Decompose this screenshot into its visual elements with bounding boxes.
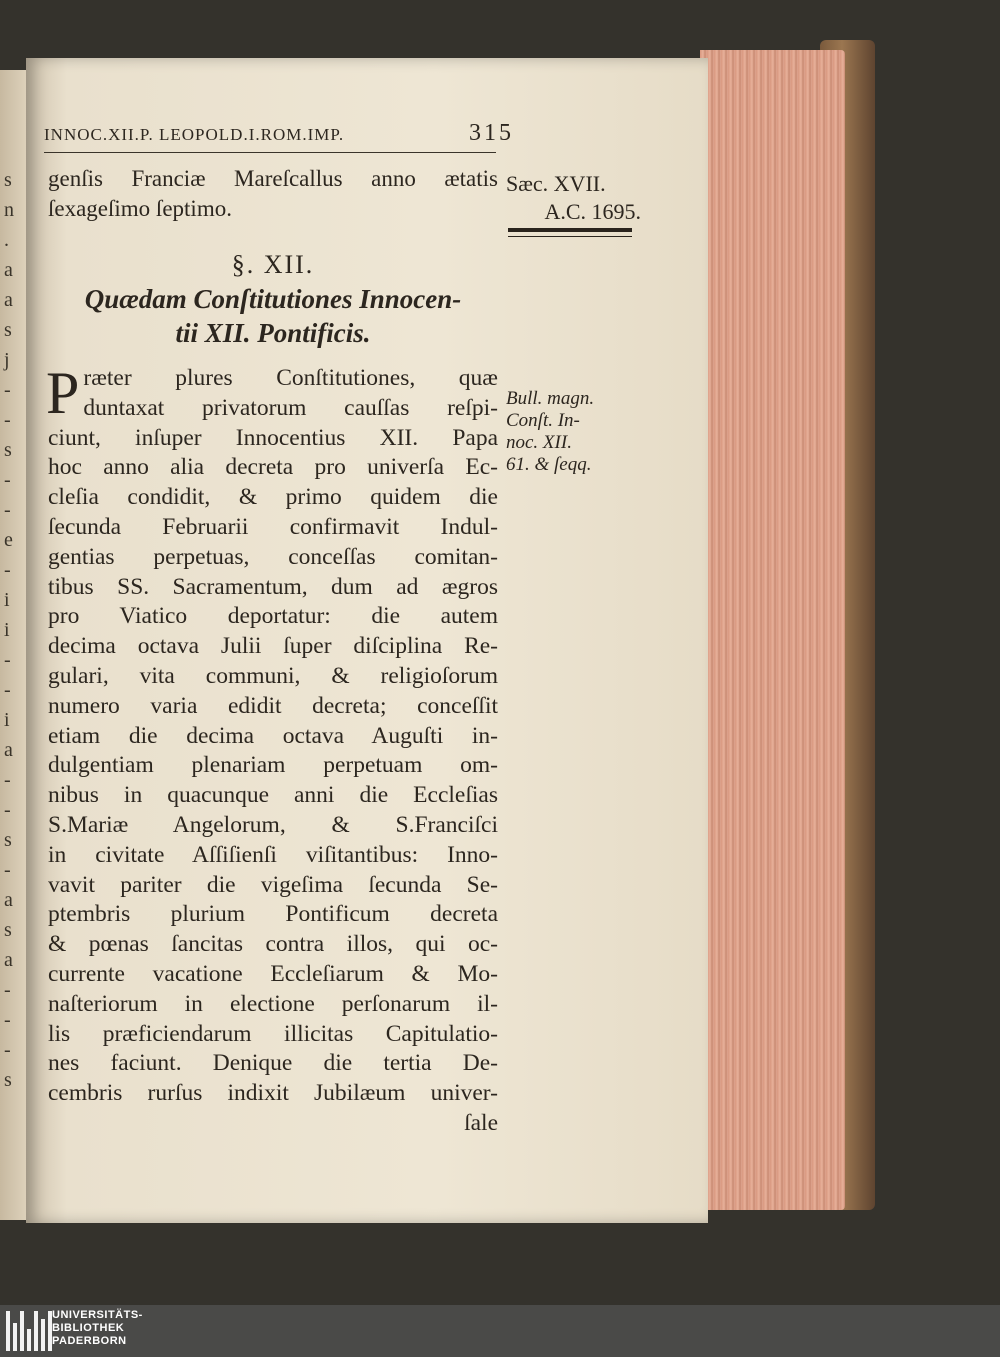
margin-anno: A.C. 1695.: [544, 199, 641, 224]
running-head: [44, 120, 514, 147]
left-page-fragment: i: [4, 589, 10, 611]
paragraph-line: ciunt, inſuper Innocentius XII. Papa: [48, 424, 498, 451]
citation-line: noc. XII.: [506, 432, 572, 453]
paragraph-line: gentias perpetuas, conceſſas comitan-: [48, 543, 498, 570]
library-name: [52, 1309, 143, 1348]
left-page-fragment: -: [4, 559, 11, 581]
left-page-fragment: s: [4, 169, 12, 191]
paragraph-line: etiam die decima octava Auguſti in-: [48, 722, 498, 749]
paragraph-line: & pœnas ſancitas contra illos, qui oc-: [48, 931, 498, 958]
citation-line: Bull. magn.: [506, 388, 595, 409]
left-page-fragment: n: [4, 199, 14, 221]
left-page-fragment: s: [4, 319, 12, 341]
paragraph-line: nibus in quacunque anni die Eccleſias: [48, 782, 498, 809]
paragraph-line: naſteriorum in electione perſonarum il-: [48, 990, 498, 1017]
paragraph-line: in civitate Aſſiſienſi viſitantibus: Inno-: [48, 841, 498, 868]
left-page-fragment: .: [4, 229, 9, 251]
header-rule: [44, 152, 496, 153]
left-page-fragment: a: [4, 289, 13, 311]
left-page-fragment: -: [4, 1039, 11, 1061]
library-name-line: UNIVERSITÄTS-: [52, 1309, 143, 1321]
citation-line: Conſt. In-: [506, 410, 580, 431]
page-number: 315: [469, 120, 514, 146]
left-page-fragment: s: [4, 919, 12, 941]
section-mark: §. XII.: [231, 250, 315, 279]
paragraph-line: ſale: [464, 1109, 498, 1136]
margin-rule-thick: [508, 228, 632, 232]
left-page-fragment: j: [4, 349, 10, 371]
margin-citation: [506, 388, 646, 476]
heading-line: Quædam Conſtitutiones Innocen-: [84, 284, 462, 314]
heading-line: tii XII. Pontificis.: [175, 318, 371, 348]
left-page-fragment: s: [4, 439, 12, 461]
paragraph-line: nes faciunt. Denique die tertia De-: [48, 1050, 498, 1077]
paragraph-line: hoc anno alia decreta pro univerſa Ec-: [48, 454, 498, 481]
paragraph-line: cembris rurſus indixit Jubilæum univer-: [48, 1080, 498, 1107]
intro-line: ſexageſimo ſeptimo.: [48, 195, 232, 221]
left-page-fragment: -: [4, 979, 11, 1001]
left-page-fragment: s: [4, 1069, 12, 1091]
left-page-fragment: -: [4, 769, 11, 791]
paragraph-line: gulari, vita communi, & religioſorum: [48, 662, 498, 689]
intro-text: [48, 164, 498, 224]
paragraph-line: duntaxat privatorum cauſſas reſpi-: [83, 394, 498, 421]
left-page-fragment: i: [4, 619, 10, 641]
left-page-fragment: -: [4, 649, 11, 671]
citation-line: 61. & ſeqq.: [506, 454, 592, 475]
left-page-fragment: -: [4, 1009, 11, 1031]
left-page-fragment: i: [4, 709, 10, 731]
left-page-fragment: e: [4, 529, 13, 551]
paragraph-line: lis præficiendarum illicitas Capitulatio-: [48, 1020, 498, 1047]
left-page-fragment: a: [4, 259, 13, 281]
intro-line: genſis Franciæ Mareſcallus anno ætatis: [48, 166, 498, 191]
paragraph-line: ptembris plurium Pontificum decreta: [48, 901, 498, 928]
paragraph-line: dulgentiam plenariam perpetuam om-: [48, 752, 498, 779]
margin-saeculum: Sæc. XVII.: [506, 171, 606, 196]
left-page-fragment: a: [4, 739, 13, 761]
drop-capital: P: [46, 360, 80, 426]
left-page-fragment: a: [4, 949, 13, 971]
left-page-fragment: -: [4, 799, 11, 821]
running-head-title: INNOC.XII.P. LEOPOLD.I.ROM.IMP.: [44, 125, 345, 144]
left-page-gutter: [0, 70, 26, 1220]
left-page-fragment: -: [4, 469, 11, 491]
page-edges: [700, 50, 845, 1210]
paragraph-line: cleſia condidit, & primo quidem die: [48, 484, 498, 511]
left-page-fragment: -: [4, 379, 11, 401]
left-page-fragment: -: [4, 409, 11, 431]
paragraph-line: ſecunda Februarii confirmavit Indul-: [48, 513, 498, 540]
paragraph-line: vavit pariter die vigeſima ſecunda Se-: [48, 871, 498, 898]
left-page-fragment: a: [4, 889, 13, 911]
library-name-line: PADERBORN: [52, 1335, 127, 1347]
paragraph-line: decima octava Julii ſuper diſciplina Re-: [48, 633, 498, 660]
paragraph-line: ræter plures Conſtitutiones, quæ: [83, 365, 498, 391]
paragraph-line: currente vacatione Eccleſiarum & Mo-: [48, 960, 498, 987]
library-name-line: BIBLIOTHEK: [52, 1322, 125, 1334]
main-paragraph: [46, 360, 498, 1139]
left-page-fragment: -: [4, 499, 11, 521]
paragraph-line: tibus SS. Sacramentum, dum ad ægros: [48, 573, 498, 600]
margin-rule-thin: [508, 236, 632, 237]
margin-date: [506, 170, 641, 226]
paragraph-line: S.Mariæ Angelorum, & S.Franciſci: [48, 811, 498, 838]
left-page-fragment: -: [4, 859, 11, 881]
left-page-fragment: s: [4, 829, 12, 851]
paragraph-line: pro Viatico deportatur: die autem: [48, 603, 498, 630]
library-footer: [0, 1305, 1000, 1357]
left-page-fragment: -: [4, 679, 11, 701]
paragraph-line: numero varia edidit decreta; conceſſit: [48, 692, 498, 719]
library-logo-icon: [6, 1311, 52, 1351]
section-heading: [48, 282, 498, 350]
